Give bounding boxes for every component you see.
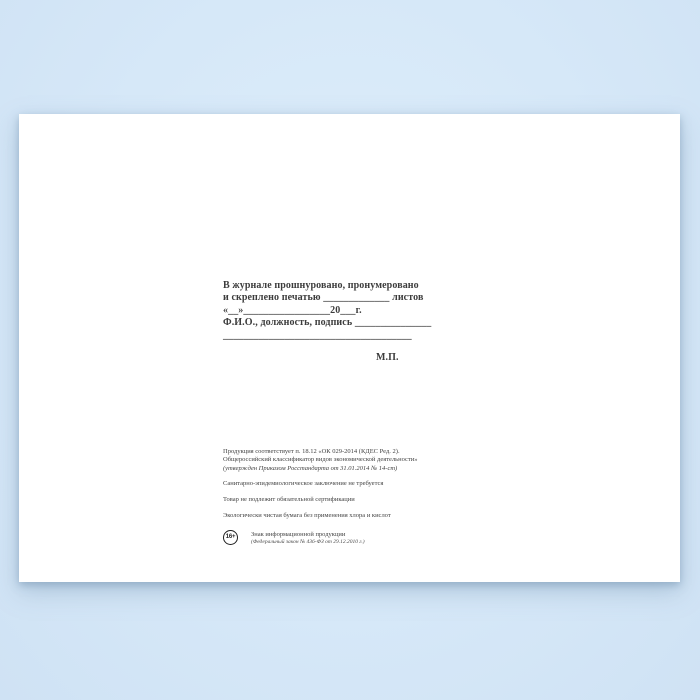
standard-line-2: Общероссийский классификатор видов экономической деятельности» (223, 456, 418, 464)
stamp-placeholder: М.П. (376, 352, 399, 364)
binding-line-5-rule: _____________________________________ (223, 329, 412, 341)
binding-line-1: В журнале прошнуровано, пронумеровано (223, 280, 419, 291)
age-rating-16plus-icon: 16+ (223, 530, 238, 545)
note-sanitary: Санитарно-эпидемиологическое заключение не требуется (223, 479, 384, 487)
binding-line-4-signature: Ф.И.О., должность, подпись _______________ (223, 317, 432, 329)
age-rating-row (223, 530, 453, 546)
note-certification: Товар не подлежит обязательной сертификации (223, 496, 355, 504)
journal-back-page (19, 114, 680, 582)
standard-line-1: Продукция соответствует п. 18.12 «ОК 029-2014 (КДЕС Ред. 2). (223, 448, 400, 455)
note-eco-paper: Экологически чистая бумага без применения хлора и кислот (223, 512, 391, 520)
binding-statement-block (223, 280, 453, 364)
age-rating-title: Знак информационной продукции (251, 530, 346, 538)
binding-line-2: и скреплено печатью _____________ листов (223, 292, 424, 304)
binding-line-3-date: «__»_________________20___г. (223, 304, 362, 316)
compliance-info-block (223, 448, 453, 545)
age-rating-law-reference: (Федеральный закон № 436-ФЗ от 29.12.2010 г.) (251, 538, 365, 545)
standard-line-3-approval: (утвержден Приказом Росстандарта от 31.01.2014 № 14-ст) (223, 464, 398, 472)
age-rating-caption (251, 530, 365, 546)
